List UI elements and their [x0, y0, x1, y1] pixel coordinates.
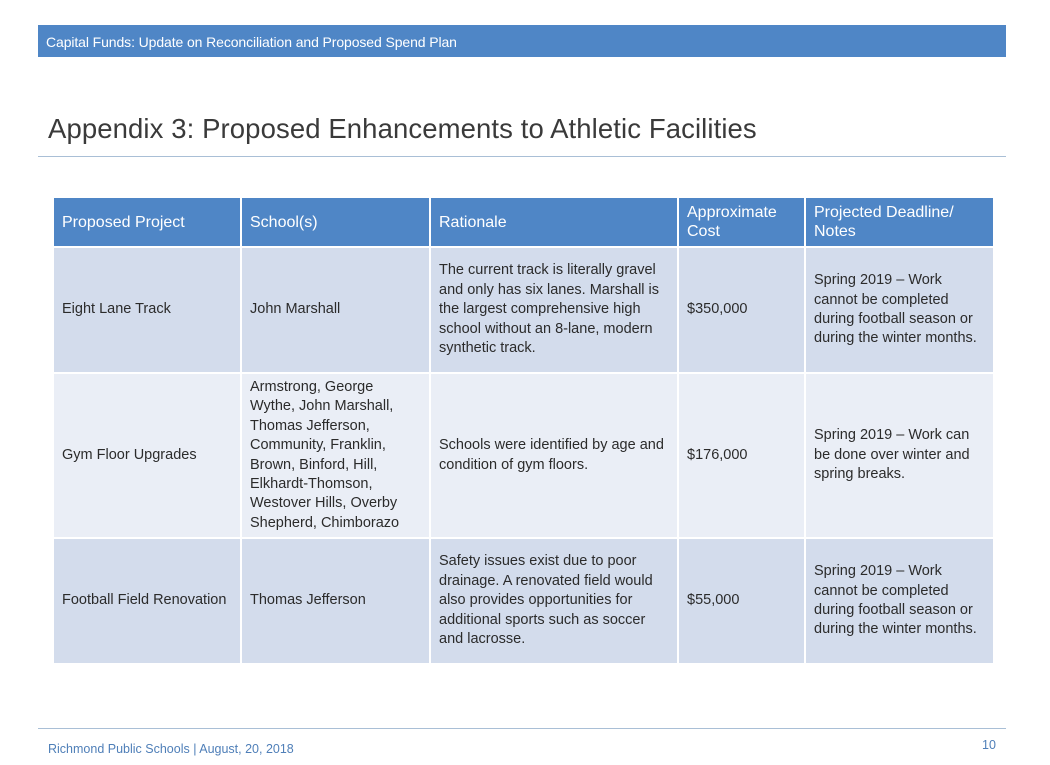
cell-cost: $55,000 [678, 538, 805, 664]
cell-project: Gym Floor Upgrades [53, 373, 241, 538]
footer-divider [38, 728, 1006, 729]
header-approximate-cost: Approximate Cost [678, 197, 805, 247]
cell-cost: $350,000 [678, 247, 805, 373]
cell-schools: Thomas Jefferson [241, 538, 430, 664]
cell-project: Eight Lane Track [53, 247, 241, 373]
header-rationale: Rationale [430, 197, 678, 247]
cell-cost: $176,000 [678, 373, 805, 538]
title-divider [38, 156, 1006, 157]
cell-schools: John Marshall [241, 247, 430, 373]
cell-notes: Spring 2019 – Work can be done over winter and spring breaks. [805, 373, 994, 538]
cell-rationale: Safety issues exist due to poor drainage. A renovated field would also provides opportunities for additional sports such as soccer and lacrosse. [430, 538, 678, 664]
footer-text: Richmond Public Schools | August, 20, 2018 [48, 742, 294, 756]
cell-notes: Spring 2019 – Work cannot be completed during football season or during the winter months. [805, 247, 994, 373]
cell-project: Football Field Renovation [53, 538, 241, 664]
table-row [53, 373, 994, 538]
header-proposed-project: Proposed Project [53, 197, 241, 247]
table-header-row [53, 197, 994, 247]
cell-rationale: The current track is literally gravel and only has six lanes. Marshall is the largest comprehensive high school without an 8-lane, modern synthetic track. [430, 247, 678, 373]
cell-schools: Armstrong, George Wythe, John Marshall, Thomas Jefferson, Community, Franklin, Brown, Binford, Hill, Elkhardt-Thomson, Westover Hills, Overby Shepherd, Chimborazo [241, 373, 430, 538]
cell-rationale: Schools were identified by age and condition of gym floors. [430, 373, 678, 538]
table-row [53, 538, 994, 664]
projects-table [52, 196, 995, 665]
header-schools: School(s) [241, 197, 430, 247]
projects-table-container [52, 196, 993, 665]
slide-banner: Capital Funds: Update on Reconciliation and Proposed Spend Plan [38, 25, 1006, 57]
cell-notes: Spring 2019 – Work cannot be completed during football season or during the winter months. [805, 538, 994, 664]
page-number: 10 [982, 738, 996, 752]
header-deadline-notes: Projected Deadline/ Notes [805, 197, 994, 247]
slide-title: Appendix 3: Proposed Enhancements to Athletic Facilities [48, 113, 757, 144]
table-row [53, 247, 994, 373]
